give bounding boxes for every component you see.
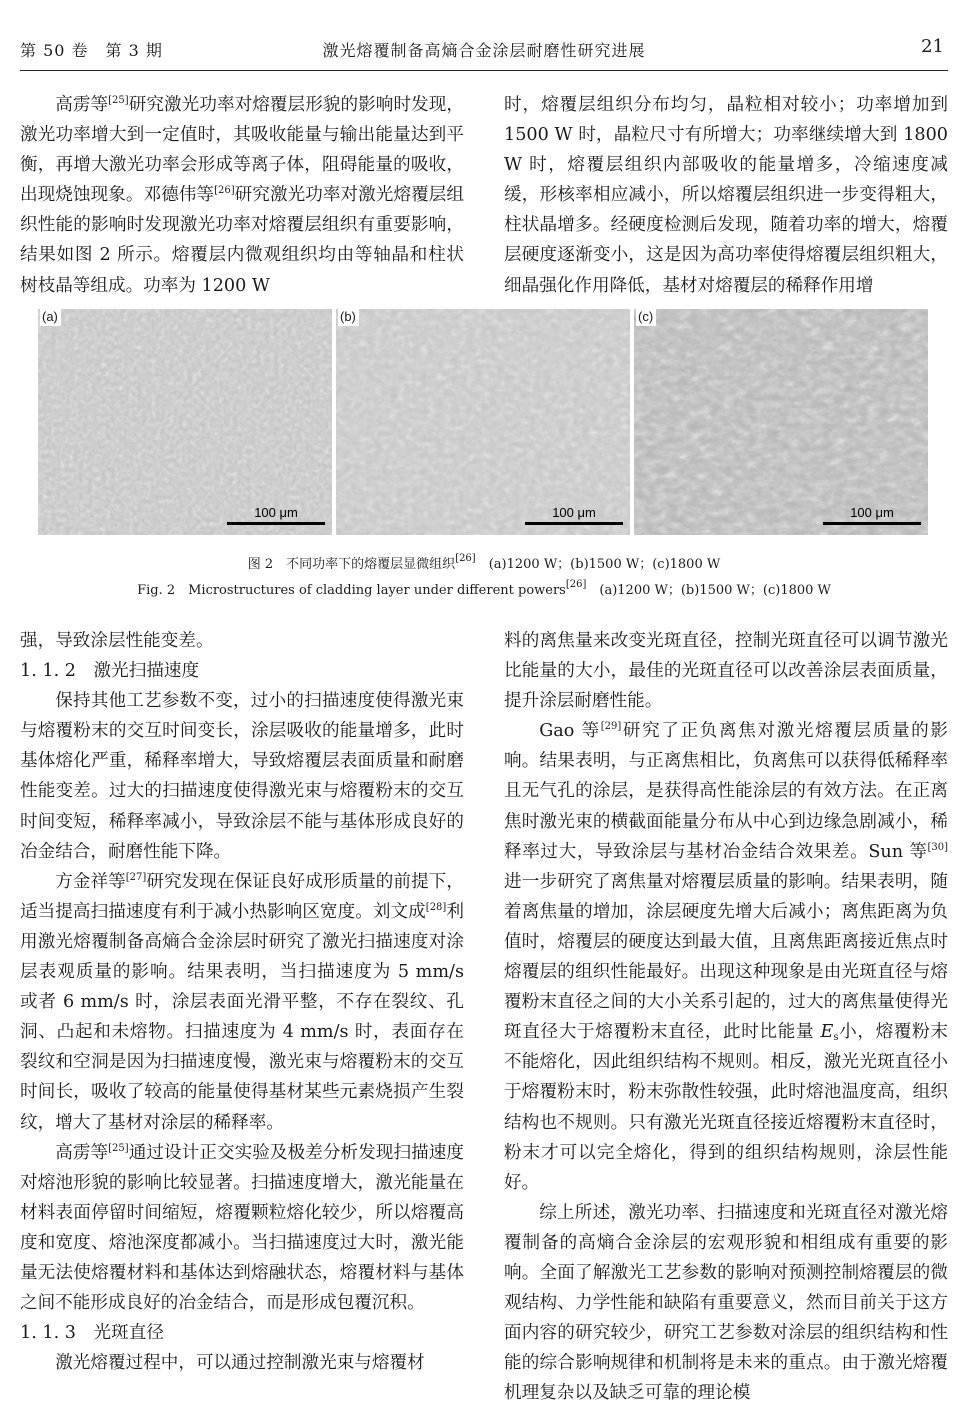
micrograph-b-image [336, 309, 630, 535]
running-header [20, 36, 948, 71]
column-left-top [20, 90, 464, 301]
column-right-top [504, 90, 948, 301]
citation: [26] [214, 185, 235, 197]
text-run: 研究发现在保证良好成形质量的前提下，适当提高扫描速度有利于减小热影响区宽度。刘文成 [20, 871, 464, 922]
text-run: 研究了正负离焦对激光熔覆层质量的影响。结果表明，与正离焦相比，负离焦可以获得低稀释率且无气孔的涂层，是获得高性能涂层的有效方法。在正离焦时激光束的横截面能量分布从中心到边缘急剧减小，稀释率过大，导致涂层与基材冶金结合效果差。Sun 等 [504, 721, 948, 862]
caption-text: (a)1200 W；(b)1500 W；(c)1800 W [586, 583, 831, 598]
panel-label: (c) [636, 309, 656, 326]
text-run: 进一步研究了离焦量对熔覆层质量的影响。结果表明，随着离焦量的增加，涂层硬度先增大后减小；离焦距离为负值时，熔覆层的硬度达到最大值，且离焦距离接近焦点时熔覆层的组织性能最好。出现这种现象是由光斑直径与熔覆粉末直径之间的大小关系引起的，过大的离焦量使得光斑直径大于熔覆粉末直径，此时比能量 [504, 871, 948, 1043]
micrograph-c-image [634, 309, 928, 535]
citation: [25] [108, 1142, 129, 1154]
text-run: 研究激光功率对激光熔覆层组织性能的影响时发现激光功率对熔覆层组织有重要影响，结果如图 2 所示。熔覆层内微观组织均由等轴晶和柱状树枝晶等组成。功率为 1200 W [20, 185, 464, 296]
text-run: 方金祥等 [55, 871, 126, 892]
panel-label: (a) [40, 309, 61, 326]
citation: [29] [600, 721, 622, 733]
scale-line [525, 522, 623, 525]
citation: [25] [108, 95, 129, 106]
page-number: 21 [921, 36, 944, 57]
micrograph-a-image [38, 309, 332, 535]
caption-text: Fig. 2 Microstructures of cladding layer under different powers [137, 583, 566, 598]
paragraph [20, 867, 464, 1138]
scale-bar [525, 505, 623, 527]
running-title: 激光熔覆制备高熵合金涂层耐磨性研究进展 [322, 41, 646, 60]
text-run: 利用激光熔覆制备高熵合金涂层时研究了激光扫描速度对涂层表观质量的影响。结果表明，当扫描速度为 5 mm/s 或者 6 mm/s 时，涂层表面光滑平整，不存在裂纹、孔洞、凸起和未熔物。扫描速度为 4 mm/s 时，表面存在裂纹和空洞是因为扫描速度慢，激光束与熔覆粉末的交互时间长，吸收了较高的能量使得基材某些元素烧损产生裂纹，增大了基材对涂层的稀释率。 [20, 901, 464, 1133]
paragraph: 强，导致涂层性能变差。 [20, 631, 214, 651]
scale-label: 100 μm [254, 505, 298, 520]
column-right-bottom [504, 626, 948, 1408]
micrograph-c [634, 309, 928, 535]
journal-volume-issue: 第 50 卷 第 3 期 [20, 41, 163, 60]
section-heading-1-1-3: 1. 1. 3 光斑直径 [20, 1323, 164, 1344]
paragraph: 综上所述，激光功率、扫描速度和光斑直径对激光熔覆制备的高熵合金涂层的宏观形貌和相组成有重要的影响。全面了解激光工艺参数的影响对预测控制熔覆层的微观结构、力学性能和缺陷有重要意义，然而目前关于这方面内容的研究较少，研究工艺参数对涂层的组织结构和性能的综合影响规律和机制将是未来的重点。由于激光熔覆机理复杂以及缺乏可靠的理论模 [504, 1202, 948, 1404]
micrograph-b [336, 309, 630, 535]
citation: [30] [927, 841, 948, 853]
caption-text: 图 2 不同功率下的熔覆层显微组织 [247, 557, 456, 572]
figure-caption-cn [0, 553, 968, 572]
panel-label: (b) [338, 309, 359, 326]
scale-line [227, 522, 325, 525]
text-run: 高雳等 [55, 1142, 109, 1163]
citation: [27] [125, 871, 147, 883]
text-run: 研究激光功率对熔覆层形貌的影响时发现，激光功率增大到一定值时，其吸收能量与输出能量达到平衡，再增大激光功率会形成等离子体，阻碍能量的吸收，出现烧蚀现象。邓德伟等 [20, 95, 464, 206]
paragraph: 料的离焦量来改变光斑直径，控制光斑直径可以调节激光比能量的大小，最佳的光斑直径可以改善涂层表面质量，提升涂层耐磨性能。 [504, 631, 948, 712]
caption-text: (a)1200 W；(b)1500 W；(c)1800 W [475, 557, 721, 572]
column-left-bottom [20, 626, 464, 1378]
citation: [28] [425, 901, 447, 913]
paragraph [504, 716, 948, 1198]
paragraph: 时，熔覆层组织分布均匀，晶粒相对较小；功率增加到 1500 W 时，晶粒尺寸有所增大；功率继续增大到 1800 W 时，熔覆层组织内部吸收的能量增多，冷缩速度减缓，形核率相应减小，所以熔覆层组织进一步变得粗大，柱状晶增多。经硬度检测后发现，随着功率的增大，熔覆层硬度逐渐变小，这是因为高功率使得熔覆层组织粗大，细晶强化作用降低，基材对熔覆层的稀释作用增 [504, 95, 948, 296]
text-run: 高雳等 [55, 95, 109, 115]
text-run: 小，熔覆粉末不能熔化，因此组织结构不规则。相反，激光光斑直径小于熔覆粉末时，粉末弥散性较强，此时熔池温度高，组织结构也不规则。只有激光光斑直径接近熔覆粉末直径时，粉末才可以完全熔化，得到的组织结构规则，涂层性能好。 [504, 1022, 948, 1193]
scale-bar [227, 505, 325, 527]
paragraph: 保持其他工艺参数不变，过小的扫描速度使得激光束与熔覆粉末的交互时间变长，涂层吸收的能量增多，此时基体熔化严重，稀释率增大，导致熔覆层表面质量和耐磨性能变差。过大的扫描速度使得激光束与熔覆粉末的交互时间变短，稀释率减小，导致涂层不能与基体形成良好的冶金结合，耐磨性能下降。 [20, 691, 464, 862]
paragraph: 激光熔覆过程中，可以通过控制激光束与熔覆材 [55, 1353, 425, 1374]
citation: [26] [565, 579, 587, 590]
symbol-subscript: s [833, 1032, 839, 1044]
paragraph [20, 90, 464, 301]
micrograph-a [38, 309, 332, 535]
section-heading-1-1-2: 1. 1. 2 激光扫描速度 [20, 661, 200, 682]
scale-label: 100 μm [850, 505, 894, 520]
figure-2 [38, 309, 930, 537]
text-run: 通过设计正交实验及极差分析发现扫描速度对熔池形貌的影响比较显著。扫描速度增大，激光能量在材料表面停留时间缩短，熔覆颗粒熔化较少，所以熔覆高度和宽度、熔池深度都减小。当扫描速度过大时，激光能量无法使熔覆材料和基体达到熔融状态，熔覆材料与基体之间不能形成良好的冶金结合，而是形成包覆沉积。 [20, 1142, 464, 1314]
paragraph [20, 1138, 464, 1319]
citation: [26] [455, 553, 476, 564]
text-run: Gao 等 [539, 721, 601, 742]
figure-caption-en [0, 579, 968, 598]
scale-label: 100 μm [552, 505, 596, 520]
scale-bar [823, 505, 921, 527]
symbol-E: E [820, 1022, 834, 1043]
scale-line [823, 522, 921, 525]
